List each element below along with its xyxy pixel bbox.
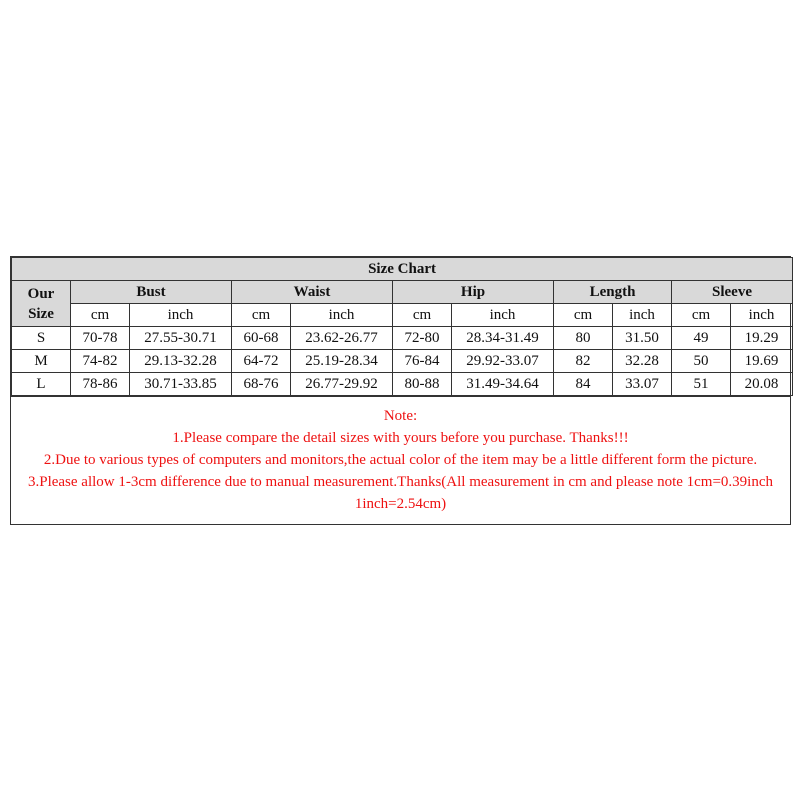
- waist-header: Waist: [232, 281, 393, 304]
- value-cell: 23.62-26.77: [291, 327, 393, 350]
- size-chart-table: [11, 257, 793, 396]
- value-cell: 70-78: [71, 327, 130, 350]
- value-cell: 84: [554, 373, 613, 396]
- unit-label: inch: [291, 304, 393, 327]
- value-cell: 31.49-34.64: [452, 373, 554, 396]
- note-block: [11, 396, 790, 524]
- value-cell: 29.92-33.07: [452, 350, 554, 373]
- value-cell: 80-88: [393, 373, 452, 396]
- value-cell: 25.19-28.34: [291, 350, 393, 373]
- value-cell: 27.55-30.71: [130, 327, 232, 350]
- value-cell: 74-82: [71, 350, 130, 373]
- unit-label: cm: [672, 304, 731, 327]
- note-line-3: 3.Please allow 1-3cm difference due to manual measurement.Thanks(All measurement in cm and please note 1cm=0.39inch 1inch=2.54cm): [27, 474, 774, 512]
- chart-title: Size Chart: [12, 258, 793, 281]
- size-cell: S: [12, 327, 71, 350]
- value-cell: 19.69: [731, 350, 793, 373]
- unit-label: cm: [71, 304, 130, 327]
- unit-label: inch: [452, 304, 554, 327]
- value-cell: 76-84: [393, 350, 452, 373]
- value-cell: 72-80: [393, 327, 452, 350]
- value-cell: 20.08: [731, 373, 793, 396]
- value-cell: 51: [672, 373, 731, 396]
- value-cell: 78-86: [71, 373, 130, 396]
- unit-label: inch: [731, 304, 793, 327]
- value-cell: 64-72: [232, 350, 291, 373]
- unit-label: inch: [613, 304, 672, 327]
- value-cell: 49: [672, 327, 731, 350]
- bust-header: Bust: [71, 281, 232, 304]
- value-cell: 29.13-32.28: [130, 350, 232, 373]
- value-cell: 33.07: [613, 373, 672, 396]
- table-row: [12, 327, 793, 350]
- value-cell: 26.77-29.92: [291, 373, 393, 396]
- unit-label: cm: [554, 304, 613, 327]
- note-line-1: 1.Please compare the detail sizes with yours before you purchase. Thanks!!!: [172, 430, 629, 446]
- our-size-header: [12, 281, 71, 327]
- value-cell: 19.29: [731, 327, 793, 350]
- size-cell: L: [12, 373, 71, 396]
- value-cell: 80: [554, 327, 613, 350]
- hip-header: Hip: [393, 281, 554, 304]
- sleeve-header: Sleeve: [672, 281, 793, 304]
- our-size-header-line2: Size: [28, 305, 54, 322]
- table-row: [12, 373, 793, 396]
- unit-label: inch: [130, 304, 232, 327]
- our-size-header-line1: Our: [27, 285, 55, 302]
- length-header: Length: [554, 281, 672, 304]
- note-heading: Note:: [383, 408, 418, 424]
- value-cell: 50: [672, 350, 731, 373]
- value-cell: 30.71-33.85: [130, 373, 232, 396]
- value-cell: 82: [554, 350, 613, 373]
- size-cell: M: [12, 350, 71, 373]
- note-line-2: 2.Due to various types of computers and monitors,the actual color of the item may be a little different form the picture.: [43, 452, 758, 468]
- size-chart: [10, 256, 791, 525]
- value-cell: 68-76: [232, 373, 291, 396]
- unit-label: cm: [393, 304, 452, 327]
- value-cell: 32.28: [613, 350, 672, 373]
- table-row: [12, 350, 793, 373]
- value-cell: 31.50: [613, 327, 672, 350]
- unit-label: cm: [232, 304, 291, 327]
- value-cell: 28.34-31.49: [452, 327, 554, 350]
- value-cell: 60-68: [232, 327, 291, 350]
